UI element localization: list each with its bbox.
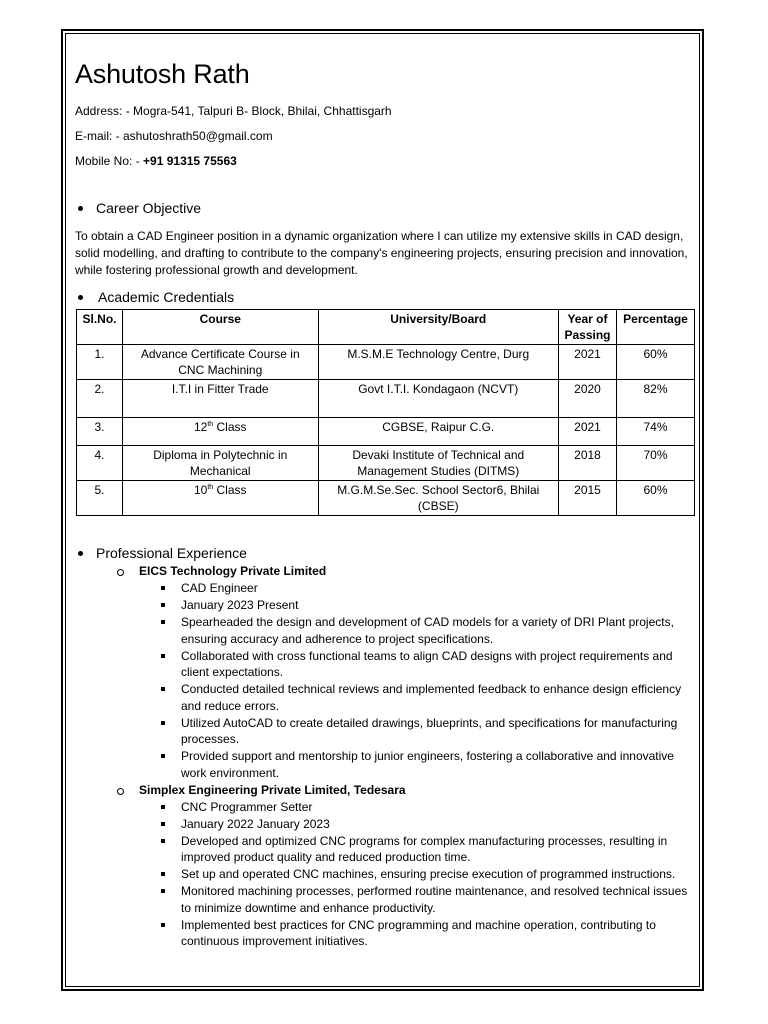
career-objective-heading xyxy=(75,200,693,217)
table-cell: Advance Certificate Course in CNC Machining xyxy=(122,345,318,380)
course-number: 10 xyxy=(193,483,208,497)
resume-content xyxy=(75,58,693,950)
table-cell: 5. xyxy=(77,481,123,516)
list-item-text: Developed and optimized CNC programs for complex manufacturing processes, resulting in improved product quality and reduced production time. xyxy=(181,833,668,864)
table-header-row xyxy=(77,310,695,345)
list-item-text: January 2022 January 2023 xyxy=(181,816,330,831)
list-item xyxy=(161,866,693,883)
table-row xyxy=(77,418,695,446)
circle-bullet-icon xyxy=(117,569,124,576)
academic-table xyxy=(76,309,695,516)
course-suffix: th xyxy=(207,421,214,428)
list-item xyxy=(161,833,693,866)
table-cell: 2. xyxy=(77,380,123,418)
experience-title: Professional Experience xyxy=(96,545,247,561)
academic-heading xyxy=(75,289,693,306)
table-cell xyxy=(122,481,318,516)
list-item-text: Set up and operated CNC machines, ensuring precise execution of programmed instructions. xyxy=(181,867,676,881)
square-bullet-icon xyxy=(161,586,165,590)
table-cell: I.T.I in Fitter Trade xyxy=(122,380,318,418)
square-bullet-icon xyxy=(161,687,165,691)
company-entry xyxy=(117,782,693,799)
bullet-icon xyxy=(78,551,83,556)
list-item-text: Spearheaded the design and development of CAD models for a variety of DRI Plant projects, ensuring accuracy and adherence to project specifications. xyxy=(181,615,674,646)
table-cell: 2021 xyxy=(559,418,617,446)
table-header: Sl.No. xyxy=(77,310,123,345)
table-cell: CGBSE, Raipur C.G. xyxy=(318,418,558,446)
mobile-label: Mobile No: - xyxy=(75,154,144,168)
list-item-text: January 2023 Present xyxy=(181,598,299,612)
table-cell: Diploma in Polytechnic in Mechanical xyxy=(122,446,318,481)
address-line: Address: - Mogra-541, Talpuri B- Block, Bhilai, Chhattisgarh xyxy=(75,104,392,118)
course-suffix: th xyxy=(207,484,214,491)
list-item xyxy=(161,748,693,781)
company-name: EICS Technology Private Limited xyxy=(139,564,327,578)
table-cell: 2018 xyxy=(559,446,617,481)
list-item xyxy=(161,883,693,916)
company-name: Simplex Engineering Private Limited, Tedesara xyxy=(139,782,406,797)
square-bullet-icon xyxy=(161,923,165,927)
list-item-text: Utilized AutoCAD to create detailed drawings, blueprints, and specifications for manufacturing processes. xyxy=(181,715,678,746)
square-bullet-icon xyxy=(161,603,165,607)
table-header: Course xyxy=(122,310,318,345)
square-bullet-icon xyxy=(161,654,165,658)
table-header: Year of Passing xyxy=(559,310,617,345)
table-header: University/Board xyxy=(318,310,558,345)
table-cell xyxy=(122,418,318,446)
table-cell: M.S.M.E Technology Centre, Durg xyxy=(318,345,558,380)
mobile-number: +91 91315 75563 xyxy=(143,154,237,168)
table-cell: M.G.M.Se.Sec. School Sector6, Bhilai (CBSE) xyxy=(318,481,558,516)
table-cell: 82% xyxy=(616,380,694,418)
square-bullet-icon xyxy=(161,889,165,893)
table-cell: 70% xyxy=(616,446,694,481)
table-row xyxy=(77,345,695,380)
list-item xyxy=(161,580,693,597)
bullet-icon xyxy=(78,206,83,211)
square-bullet-icon xyxy=(161,620,165,624)
experience-heading xyxy=(75,545,693,562)
table-cell: 60% xyxy=(616,481,694,516)
square-bullet-icon xyxy=(161,822,165,826)
career-objective-text: To obtain a CAD Engineer position in a dynamic organization where I can utilize my extensive skills in CAD design, solid modelling, and drafting to contribute to the company's engineering projects, ensuring precision and innovation, while fostering professional growth and development. xyxy=(75,229,688,277)
list-item-text: Conducted detailed technical reviews and implemented feedback to enhance design efficiency and reduce errors. xyxy=(181,682,682,713)
square-bullet-icon xyxy=(161,721,165,725)
list-item xyxy=(161,816,693,833)
company-details-list xyxy=(161,580,693,781)
circle-bullet-icon xyxy=(117,788,124,795)
career-objective-title: Career Objective xyxy=(96,200,202,216)
company-entry xyxy=(117,563,693,580)
academic-title: Academic Credentials xyxy=(98,289,235,305)
list-item-text: Implemented best practices for CNC programming and machine operation, contributing to continuous improvement initiatives. xyxy=(181,917,656,948)
course-rest: Class xyxy=(213,483,247,497)
table-row xyxy=(77,446,695,481)
bullet-icon xyxy=(78,295,83,300)
square-bullet-icon xyxy=(161,839,165,843)
company-details-list xyxy=(161,799,693,950)
list-item xyxy=(161,614,693,647)
list-item xyxy=(161,597,693,614)
list-item-text: Provided support and mentorship to junior engineers, fostering a collaborative and innovative work environment. xyxy=(181,749,674,780)
table-cell: Devaki Institute of Technical and Management Studies (DITMS) xyxy=(318,446,558,481)
table-row xyxy=(77,481,695,516)
course-rest: Class xyxy=(213,420,247,434)
list-item-text: CNC Programmer Setter xyxy=(181,799,313,814)
square-bullet-icon xyxy=(161,805,165,809)
list-item-text: CAD Engineer xyxy=(181,581,258,595)
table-cell: 2021 xyxy=(559,345,617,380)
list-item xyxy=(161,917,693,950)
table-cell: 2015 xyxy=(559,481,617,516)
course-number: 12 xyxy=(193,420,208,434)
table-cell: Govt I.T.I. Kondagaon (NCVT) xyxy=(318,380,558,418)
mobile-line xyxy=(75,154,693,168)
candidate-name: Ashutosh Rath xyxy=(75,59,250,89)
square-bullet-icon xyxy=(161,872,165,876)
table-cell: 3. xyxy=(77,418,123,446)
list-item xyxy=(161,648,693,681)
list-item-text: Collaborated with cross functional teams to align CAD designs with project requirements and client expectations. xyxy=(181,648,673,679)
list-item-text: Monitored machining processes, performed routine maintenance, and resolved technical issues to minimize downtime and enhance productivity. xyxy=(181,884,688,915)
table-cell: 74% xyxy=(616,418,694,446)
list-item xyxy=(161,799,693,816)
list-item xyxy=(161,681,693,714)
email-line: E-mail: - ashutoshrath50@gmail.com xyxy=(75,129,273,143)
table-cell: 4. xyxy=(77,446,123,481)
table-row xyxy=(77,380,695,418)
table-cell: 2020 xyxy=(559,380,617,418)
table-cell: 60% xyxy=(616,345,694,380)
table-cell: 1. xyxy=(77,345,123,380)
table-header: Percentage xyxy=(616,310,694,345)
square-bullet-icon xyxy=(161,754,165,758)
list-item xyxy=(161,715,693,748)
